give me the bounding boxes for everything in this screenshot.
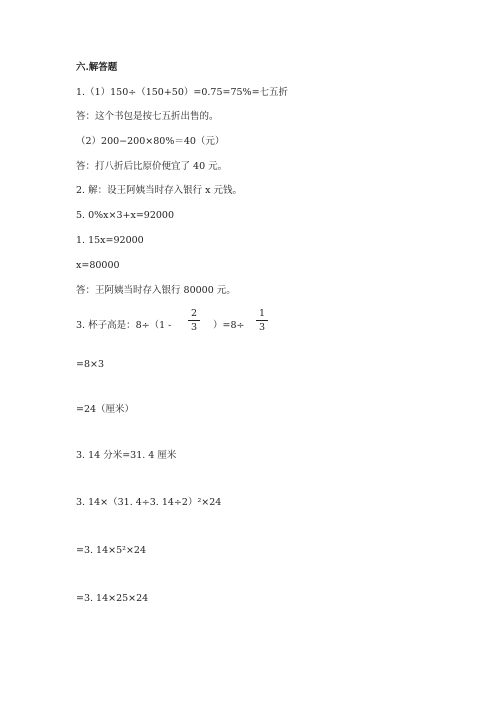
text-line: x=80000 xyxy=(76,260,120,271)
fraction-bar xyxy=(256,320,268,321)
text-line: 3. 14×（31. 4÷3. 14÷2）²×24 xyxy=(76,497,222,508)
text-line: =24（厘米） xyxy=(76,404,135,415)
text-line: 5. 0%x×3+x=92000 xyxy=(76,210,175,221)
text-line: =3. 14×25×24 xyxy=(76,593,149,604)
text-line: 3. 14 分米=31. 4 厘米 xyxy=(76,450,177,461)
text-line: 答：打八折后比原价便宜了 40 元。 xyxy=(76,161,228,172)
text-line: 2. 解：设王阿姨当时存入银行 x 元钱。 xyxy=(76,185,242,196)
text-line: 答：这个书包是按七五折出售的。 xyxy=(76,111,219,122)
fraction-numerator: 1 xyxy=(258,308,266,319)
problem-3-prefix: 3. 杯子高是：8÷（1 - xyxy=(76,320,172,331)
section-title: 六.解答题 xyxy=(76,62,118,73)
text-line: （2）200−200×80%＝40（元） xyxy=(76,136,225,147)
text-line: 1. 15x=92000 xyxy=(76,235,144,246)
text-line: 答：王阿姨当时存入银行 80000 元。 xyxy=(76,285,236,296)
text-line: 1.（1）150÷（150+50）=0.75=75%=七五折 xyxy=(76,87,289,98)
text-line: =3. 14×5²×24 xyxy=(76,545,146,556)
fraction-two-thirds xyxy=(188,308,200,333)
fraction-denominator: 3 xyxy=(258,322,266,333)
fraction-denominator: 3 xyxy=(190,322,198,333)
text-line: =8×3 xyxy=(76,359,105,370)
problem-3-middle: ）=8÷ xyxy=(213,320,245,331)
fraction-one-third xyxy=(256,308,268,333)
fraction-bar xyxy=(188,320,200,321)
fraction-numerator: 2 xyxy=(190,308,198,319)
